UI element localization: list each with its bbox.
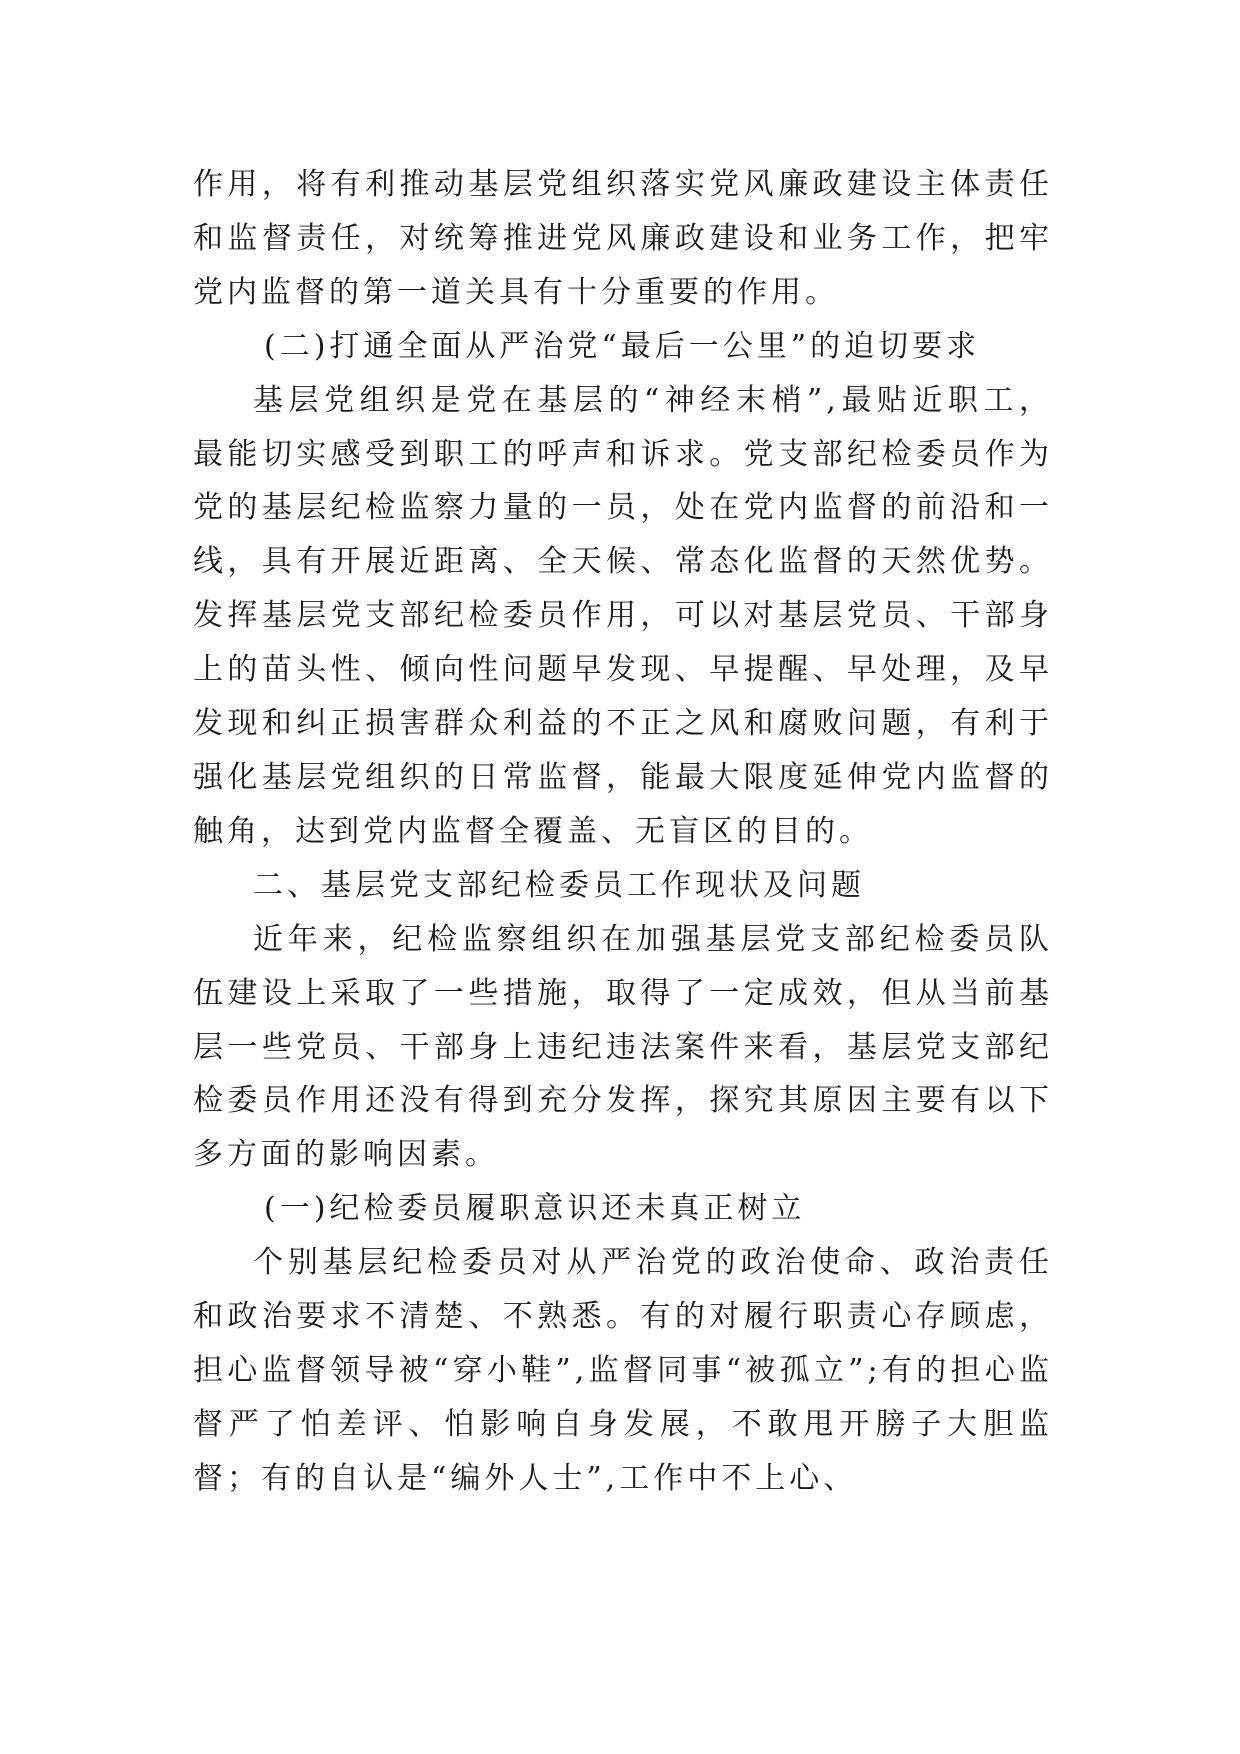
section-heading-2: 二、基层党支部纪检委员工作现状及问题 [253, 867, 865, 903]
body-paragraph-continued: 作用，将有利推动基层党组织落实党风廉政建设主体责任和监督责任，对统筹推进党风廉政建设和业务工作，把牢党内监督的第一道关具有十分重要的作用。 [193, 167, 1053, 310]
body-paragraph: 个别基层纪检委员对从严治党的政治使命、政治责任和政治要求不清楚、不熟悉。有的对履行职责心存顾虑，担心监督领导被“穿小鞋”,监督同事“被孤立”;有的担心监督严了怕差评、怕影响自身发展，不敢甩开膀子大胆监督；有的自认是“编外人士”,工作中不上心、 [193, 1245, 1053, 1496]
subheading-2: (二)打通全面从严治党“最后一公里”的迫切要求 [264, 328, 981, 364]
subheading-1: (一)纪检委员履职意识还未真正树立 [264, 1191, 806, 1227]
document-page [193, 158, 1053, 1506]
body-paragraph: 近年来，纪检监察组织在加强基层党支部纪检委员队伍建设上采取了一些措施，取得了一定成效，但从当前基层一些党员、干部身上违纪违法案件来看，基层党支部纪检委员作用还没有得到充分发挥，探究其原因主要有以下多方面的影响因素。 [193, 921, 1053, 1173]
body-paragraph: 基层党组织是党在基层的“神经末梢”,最贴近职工，最能切实感受到职工的呼声和诉求。党支部纪检委员作为党的基层纪检监察力量的一员，处在党内监督的前沿和一线，具有开展近距离、全天候、常态化监督的天然优势。发挥基层党支部纪检委员作用，可以对基层党员、干部身上的苗头性、倾向性问题早发现、早提醒、早处理，及早发现和纠正损害群众利益的不正之风和腐败问题，有利于强化基层党组织的日常监督，能最大限度延伸党内监督的触角，达到党内监督全覆盖、无盲区的目的。 [193, 382, 1053, 849]
